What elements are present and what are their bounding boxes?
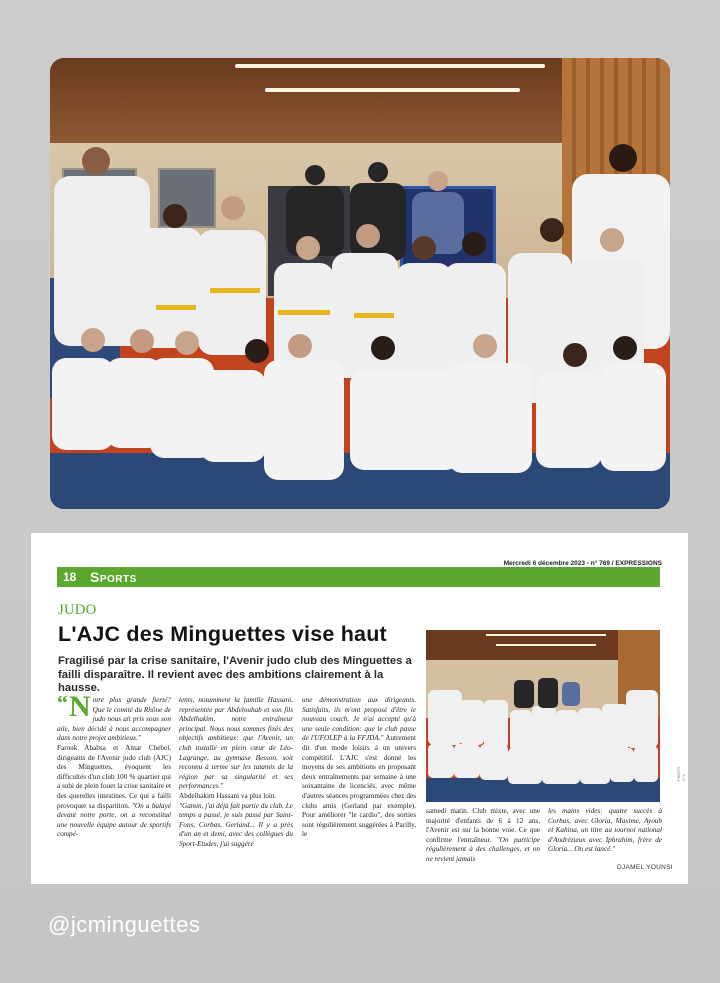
section-title: Sports xyxy=(90,569,137,585)
account-handle[interactable]: @jcminguettes xyxy=(48,912,201,937)
article-column-5 xyxy=(548,807,662,862)
article-byline: DJAMEL YOUNSI xyxy=(617,864,673,871)
column-text: "On participe régulièrement à des challenges, et on ne revient jamais xyxy=(426,835,540,863)
judo-group-photo xyxy=(50,58,670,509)
masthead-date-issue: Mercredi 6 décembre 2023 - n° 769 / EXPRESSIONS xyxy=(503,560,662,567)
column-text: otre plus grande fierté? Que le comité du Rhône de judo nous ait pris sous son aile, bien décidé à nous accompagner dans notre projet ambitieux." xyxy=(57,696,171,743)
article-standfirst: Fragilisé par la crise sanitaire, l'Avenir judo club des Minguettes a failli disparaître. Il revient avec des ambitions clairement à la hausse. xyxy=(58,655,412,694)
newspaper-clipping xyxy=(31,533,688,884)
column-text: Abdelhakim Hassani va plus loin. xyxy=(179,791,277,800)
drop-cap: N xyxy=(69,696,91,723)
article-column-1 xyxy=(57,696,171,881)
article-column-4 xyxy=(426,807,540,881)
column-text: samedi matin. Club mixte, avec une majorité d'enfants de 6 à 12 ans, l'Avenir est sur la bonne voie. Ce que confirme l'entraîneur. xyxy=(426,807,540,844)
column-text: tents, notamment la famille Hassani, représentée par Abdelouhab et son fils Abdelhakim, notre entraîneur principal. Nous nous sommes fixés des objectifs ambitieux: que l'Avenir, un club installé en plein cœur de Léo-Lagrange, au gymnase Besson, soit reconnu à terme sur les tatamis de la région par sa singularité et ses performances." xyxy=(179,696,293,791)
section-bar xyxy=(57,567,660,587)
article-column-2 xyxy=(179,696,293,881)
column-text: Autrement dit d'un mode loisirs à un univers compétitif. L'AJC s'est donné les moyens de ses ambitions en proposant deux entraînements par semaine à une soixantaine de licenciés, avec même d'autres séances programmées chez des clubs amis (Gerland par exemple). Pour améliorer "le cardio", des sorties sont régulièrement suggérées à Parilly, le xyxy=(302,734,416,839)
article-photo-image xyxy=(426,630,660,802)
page-number: 18 xyxy=(63,570,77,584)
article-kicker: JUDO xyxy=(58,602,97,618)
article-column-3 xyxy=(302,696,416,881)
column-text: "On a balayé devant notre porte, on a reconstitué une nouvelle équipe autour de sportifs compé- xyxy=(57,801,171,839)
column-text: "Gamin, j'ai déjà fait partie du club. Le temps a passé, je suis passé par Saint-Fons, Corbas, Gerland... Il y a près d'un an et demi, avec des collègues du Sport-Etudes, j'ai suggéré xyxy=(179,801,293,848)
column-text: les mains vides: quatre succès à Corbas, avec Gloria, Maxime, Ayoub et Kahina, un titre au tournoi national d'Andrézieux avec Iphrahim, frère de Gloria... On est lancé." xyxy=(548,807,662,854)
column-text: une démonstration aux dirigeants. Satisfaits, ils m'ont proposé d'être le nouveau coach. Je n'ai accepté qu'à une seule condition: que le club passe de l'UFOLEP à la FFJDA." xyxy=(302,696,416,743)
quote-mark-icon: “ xyxy=(57,696,68,715)
article-photo xyxy=(426,630,660,802)
column-text: Farouk Ababsa et Amar Chebel, dirigeants de l'Avenir judo club (AJC) des Minguettes, évoquent les difficultés d'un club 100 % quartier qui a subi de plein fouet la crise sanitaire et des querelles intestines. Ce qui a failli provoquer sa disparition. xyxy=(57,743,171,810)
article-headline: L'AJC des Minguettes vise haut xyxy=(58,622,387,646)
group-figures xyxy=(50,58,670,509)
photo-credit: PHOTO D.Y. xyxy=(676,766,686,781)
